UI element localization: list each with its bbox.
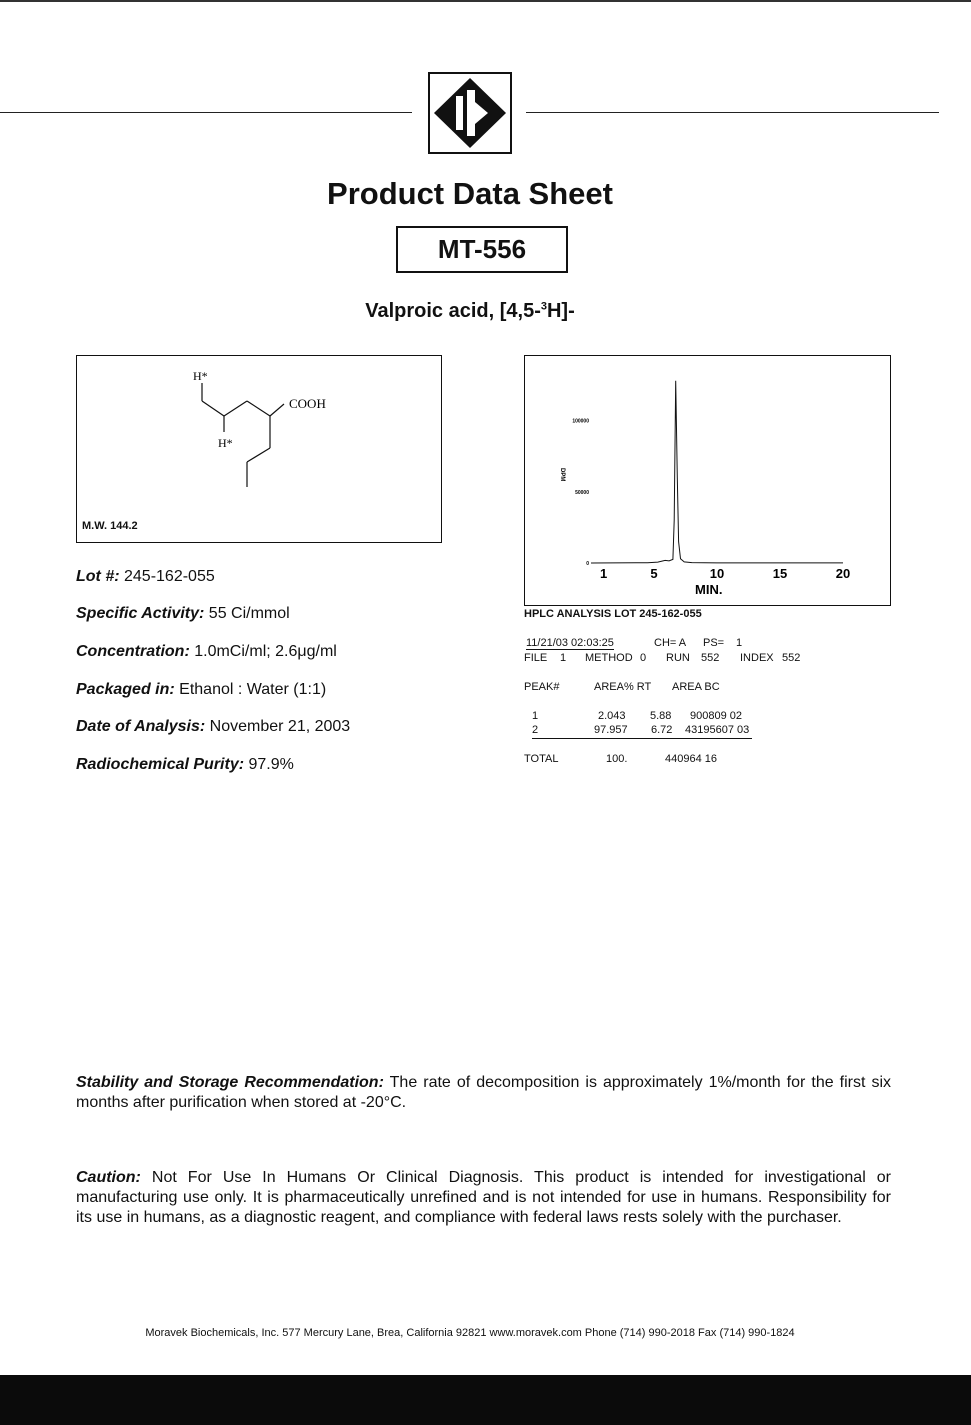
x-tick-label: 10 (709, 566, 725, 581)
packaged-in (76, 681, 326, 699)
specific-activity-value: 55 Ci/mmol (208, 605, 290, 622)
company-logo (428, 72, 512, 154)
row2-area-bc: 43195607 03 (685, 724, 750, 736)
col-area-rt: AREA% RT (594, 681, 652, 693)
radiochemical-purity (76, 756, 294, 774)
compound-name-end: H]- (546, 300, 575, 322)
report-run-label: RUN (666, 652, 690, 664)
row1-rt: 5.88 (650, 710, 672, 722)
footer: Moravek Biochemicals, Inc. 577 Mercury Lane, Brea, California 92821 www.moravek.com Phone (714) 990-2018 Fax (714) 990-1824 (145, 1327, 795, 1339)
hplc-chart-box (524, 355, 891, 606)
specific-activity (76, 605, 290, 623)
scan-bottom-bar (0, 1375, 971, 1425)
y-axis-label: DPM (559, 468, 565, 482)
stability-paragraph (76, 1073, 891, 1113)
compound-name (0, 300, 940, 323)
x-tick-label: 15 (772, 566, 788, 581)
row1-peak: 1 (532, 710, 539, 722)
stability-key: Stability and Storage Recommendation: (76, 1074, 384, 1091)
row2-area-pct: 97.957 (594, 724, 628, 736)
compound-name-text: Valproic acid, [4,5- (365, 300, 541, 322)
label-cooh: COOH (289, 396, 326, 411)
x-tick-label: 20 (835, 566, 851, 581)
date-of-analysis-value: November 21, 2003 (209, 718, 351, 735)
page-title: Product Data Sheet (327, 176, 613, 211)
lot-number-value: 245-162-055 (124, 568, 215, 585)
lot-number (76, 568, 215, 586)
x-tick-label: 1 (599, 566, 608, 581)
report-method-value: 0 (640, 652, 647, 664)
y-tick-label: 50000 (575, 489, 589, 496)
col-area-bc: AREA BC (672, 681, 720, 693)
hplc-chart (525, 356, 889, 604)
total-area: 440964 16 (665, 753, 717, 765)
radiochemical-purity-key: Radiochemical Purity: (76, 756, 245, 773)
label-h-star-middle: H* (218, 436, 233, 450)
report-channel: CH= A (654, 637, 687, 649)
molecular-weight: M.W. 144.2 (82, 520, 138, 532)
y-tick-label: 100000 (572, 418, 589, 425)
product-code: MT-556 (396, 226, 568, 273)
caution-key: Caution: (76, 1169, 141, 1186)
report-ps-value: 1 (736, 637, 743, 649)
concentration-value: 1.0mCi/ml; 2.6μg/ml (194, 643, 337, 660)
lot-number-key: Lot #: (76, 568, 120, 585)
concentration-key: Concentration: (76, 643, 190, 660)
packaged-in-key: Packaged in: (76, 681, 175, 698)
row1-area-bc: 900809 02 (690, 710, 742, 722)
row2-rt: 6.72 (651, 724, 673, 736)
total-label: TOTAL (524, 753, 559, 765)
label-h-star-top: H* (193, 369, 208, 383)
hplc-title: HPLC ANALYSIS LOT 245-162-055 (524, 608, 702, 620)
header-rule-right (526, 112, 939, 113)
header-rule-left (0, 112, 412, 113)
y-tick-label: 0 (586, 561, 589, 567)
x-tick-label: 5 (650, 566, 658, 581)
row1-area-pct: 2.043 (598, 710, 626, 722)
date-of-analysis-key: Date of Analysis: (76, 718, 206, 735)
total-pct: 100. (606, 753, 628, 765)
stability-text: The rate of decomposition is approximately 1%/month for the first six months after purification when stored at -20°C. (76, 1074, 892, 1111)
structure-diagram (77, 356, 440, 541)
specific-activity-key: Specific Activity: (76, 605, 205, 622)
concentration (76, 643, 337, 661)
structure-box (76, 355, 442, 543)
packaged-in-value: Ethanol : Water (1:1) (179, 681, 327, 698)
report-datetime: 11/21/03 02:03:25 (526, 637, 614, 649)
report-run-value: 552 (701, 652, 720, 664)
series-line (591, 381, 843, 563)
caution-paragraph (76, 1168, 891, 1228)
row2-underline (532, 738, 752, 739)
report-index-label: INDEX (740, 652, 774, 664)
radiochemical-purity-value: 97.9% (248, 756, 294, 773)
report-file-value: 1 (560, 652, 567, 664)
report-file-label: FILE (524, 652, 548, 664)
isotope-mass: 3 (540, 300, 547, 313)
col-peak: PEAK# (524, 681, 560, 693)
report-ps-label: PS= (703, 637, 725, 649)
report-method-label: METHOD (585, 652, 633, 664)
report-index-value: 552 (782, 652, 801, 664)
top-border (0, 0, 971, 2)
caution-text: Not For Use In Humans Or Clinical Diagnosis. This product is intended for investigational or manufacturing use only. It is pharmaceutically unrefined and is not intended for use in humans. Responsibility for its use in humans, as a diagnostic reagent, and compliance with federal laws rests solely with the purchaser. (76, 1169, 891, 1226)
x-axis-label: MIN. (695, 582, 723, 597)
date-of-analysis (76, 718, 350, 736)
row2-peak: 2 (532, 724, 539, 736)
